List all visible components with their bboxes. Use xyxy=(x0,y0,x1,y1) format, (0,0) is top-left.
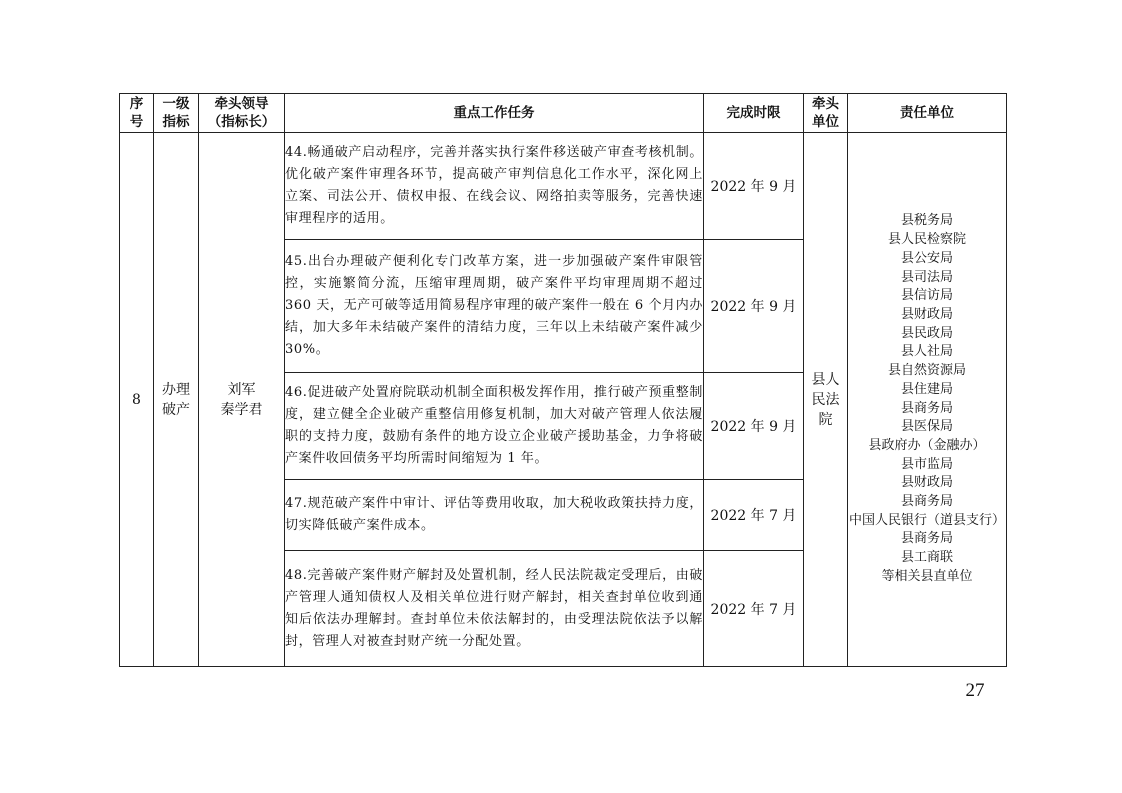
responsible-unit: 县市监局 xyxy=(900,456,953,472)
lead-unit-cell: 县人 民法 院 xyxy=(804,133,848,667)
table-row xyxy=(120,133,1007,240)
deadline-cell: 2022 年 9 月 xyxy=(704,133,804,240)
responsible-unit: 县医保局 xyxy=(900,419,953,435)
header-deadline: 完成时限 xyxy=(704,94,804,133)
responsible-unit: 县民政局 xyxy=(900,325,953,341)
responsible-unit: 县商务局 xyxy=(900,494,953,510)
responsible-unit: 县财政局 xyxy=(900,475,953,491)
responsible-unit: 县财政局 xyxy=(900,306,953,322)
header-responsible: 责任单位 xyxy=(848,94,1007,133)
deadline-cell: 2022 年 9 月 xyxy=(704,240,804,373)
deadline-cell: 2022 年 9 月 xyxy=(704,373,804,480)
page-number: 27 xyxy=(965,680,985,701)
responsible-unit: 等相关县直单位 xyxy=(881,568,973,584)
header-indicator: 一级 指标 xyxy=(154,94,199,133)
responsible-unit: 中国人民银行（道县支行） xyxy=(848,512,1005,528)
header-lead-unit: 牵头 单位 xyxy=(804,94,848,133)
task-cell: 46.促进破产处置府院联动机制全面积极发挥作用，推行破产预重整制度，建立健全企业破产重整信用修复机制，加大对破产管理人依法履职的支持力度，鼓励有条件的地方设立企业破产援助基金，力争将破产案件收回债务平均所需时间缩短为 1 年。 xyxy=(285,373,704,480)
responsible-unit: 县人社局 xyxy=(900,344,953,360)
responsible-unit: 县人民检察院 xyxy=(887,232,966,248)
responsible-unit: 县信访局 xyxy=(900,288,953,304)
work-task-table xyxy=(119,93,1007,667)
task-cell: 45.出台办理破产便利化专门改革方案，进一步加强破产案件审限管控，实施繁简分流，压缩审理周期，破产案件平均审理周期不超过 360 天，无产可破等适用简易程序审理的破产案件一般在 6 个月内办结，加大多年未结破产案件的清结力度，三年以上未结破产案件减少 30%。 xyxy=(285,240,704,373)
header-leader: 牵头领导 （指标长） xyxy=(199,94,285,133)
leader-cell: 刘军 秦学君 xyxy=(199,133,285,667)
responsible-unit: 县司法局 xyxy=(900,269,953,285)
responsible-unit: 县政府办（金融办） xyxy=(868,437,986,453)
responsible-unit: 县税务局 xyxy=(900,213,953,229)
responsible-unit: 县商务局 xyxy=(900,531,953,547)
responsible-unit: 县住建局 xyxy=(900,381,953,397)
header-task: 重点工作任务 xyxy=(285,94,704,133)
table-header-row xyxy=(120,94,1007,133)
responsible-unit: 县公安局 xyxy=(900,250,953,266)
seq-cell: 8 xyxy=(120,133,154,667)
responsible-unit: 县自然资源局 xyxy=(887,363,966,379)
header-seq: 序 号 xyxy=(120,94,154,133)
indicator-cell: 办理 破产 xyxy=(154,133,199,667)
responsible-unit: 县商务局 xyxy=(900,400,953,416)
task-cell: 44.畅通破产启动程序，完善并落实执行案件移送破产审查考核机制。优化破产案件审理各环节，提高破产审判信息化工作水平，深化网上立案、司法公开、债权申报、在线会议、网络拍卖等服务，完善快速审理程序的适用。 xyxy=(285,133,704,240)
responsible-units-cell xyxy=(848,133,1007,667)
task-cell: 48.完善破产案件财产解封及处置机制，经人民法院裁定受理后，由破产管理人通知债权人及相关单位进行财产解封，相关查封单位收到通知后依法办理解封。查封单位未依法解封的，由受理法院依法予以解封，管理人对被查封财产统一分配处置。 xyxy=(285,551,704,667)
task-cell: 47.规范破产案件中审计、评估等费用收取，加大税收政策扶持力度，切实降低破产案件成本。 xyxy=(285,480,704,551)
deadline-cell: 2022 年 7 月 xyxy=(704,480,804,551)
deadline-cell: 2022 年 7 月 xyxy=(704,551,804,667)
responsible-unit: 县工商联 xyxy=(900,550,953,566)
